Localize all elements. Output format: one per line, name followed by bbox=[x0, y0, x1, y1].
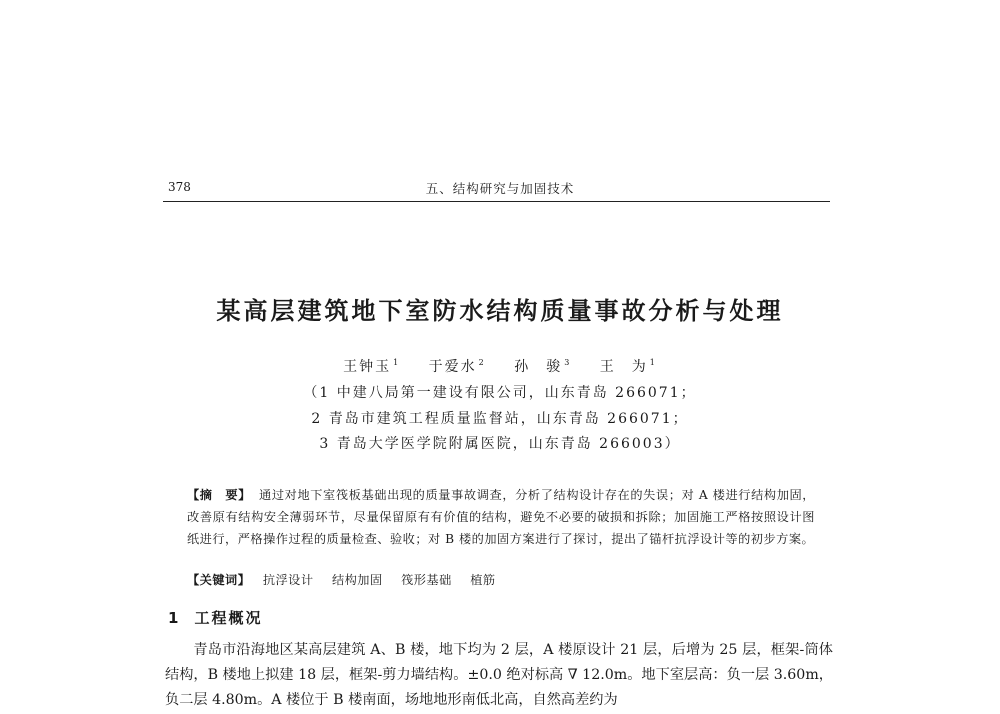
affiliation-line: （1 中建八局第一建设有限公司，山东青岛 266071； bbox=[303, 385, 697, 401]
abstract-text: 通过对地下室筏板基础出现的质量事故调查，分析了结构设计存在的失误；对 A 楼进行结构加固，改善原有结构安全薄弱环节，尽量保留原有有价值的结构，避免不必要的破损和拆除；加固施工严格按照设计图纸进行，严格操作过程的质量检查、验收；对 B 楼的加固方案进行了探讨，提出了锚杆抗浮设计等的初步方案。 bbox=[187, 488, 815, 546]
affiliation-line: 3 青岛大学医学院附属医院，山东青岛 266003） bbox=[319, 436, 681, 452]
author-name: 于爱水 bbox=[428, 359, 477, 375]
keyword: 结构加固 bbox=[331, 573, 383, 587]
header-rule bbox=[163, 201, 830, 202]
affiliation-line: 2 青岛市建筑工程质量监督站，山东青岛 266071； bbox=[311, 411, 689, 427]
affiliation-mark: 2 bbox=[478, 358, 486, 368]
keywords bbox=[187, 571, 815, 588]
author-name: 王钟玉 bbox=[343, 359, 392, 375]
section-number: 1 bbox=[168, 609, 179, 627]
author bbox=[343, 359, 400, 375]
affiliation-mark: 3 bbox=[564, 358, 572, 368]
running-header: 五、结构研究与加固技术 bbox=[425, 181, 575, 196]
keyword: 植筋 bbox=[470, 573, 496, 587]
author bbox=[514, 359, 571, 375]
author-name: 王 为 bbox=[599, 359, 648, 375]
keyword: 抗浮设计 bbox=[262, 573, 314, 587]
author bbox=[429, 359, 486, 375]
keyword: 筏形基础 bbox=[401, 573, 452, 587]
author bbox=[600, 359, 657, 375]
keywords-label: 【关键词】 bbox=[187, 573, 251, 587]
body-paragraph: 青岛市沿海地区某高层建筑 A、B 楼，地下均为 2 层，A 楼原设计 21 层，后增为 25 层，框架-筒体结构，B 楼地上拟建 18 层，框架-剪力墙结构。±0.0 绝对标高 ∇ 12.0m。地下室层高：负一层 3.60m，负二层 4.80m。A 楼位于 B 楼南面，场地地形南低北高，自然高差约为 bbox=[165, 642, 833, 708]
abstract-label: 【摘 要】 bbox=[187, 488, 252, 502]
abstract bbox=[187, 484, 815, 550]
page-number: 378 bbox=[168, 180, 191, 194]
section-title: 工程概况 bbox=[194, 609, 263, 627]
author-name: 孙 骏 bbox=[514, 359, 563, 375]
paper-title: 某高层建筑地下室防水结构质量事故分析与处理 bbox=[216, 297, 784, 325]
affiliation-mark: 1 bbox=[393, 358, 401, 368]
author-list bbox=[0, 356, 1000, 376]
section-heading bbox=[168, 607, 262, 628]
affiliation-mark: 1 bbox=[649, 358, 657, 368]
